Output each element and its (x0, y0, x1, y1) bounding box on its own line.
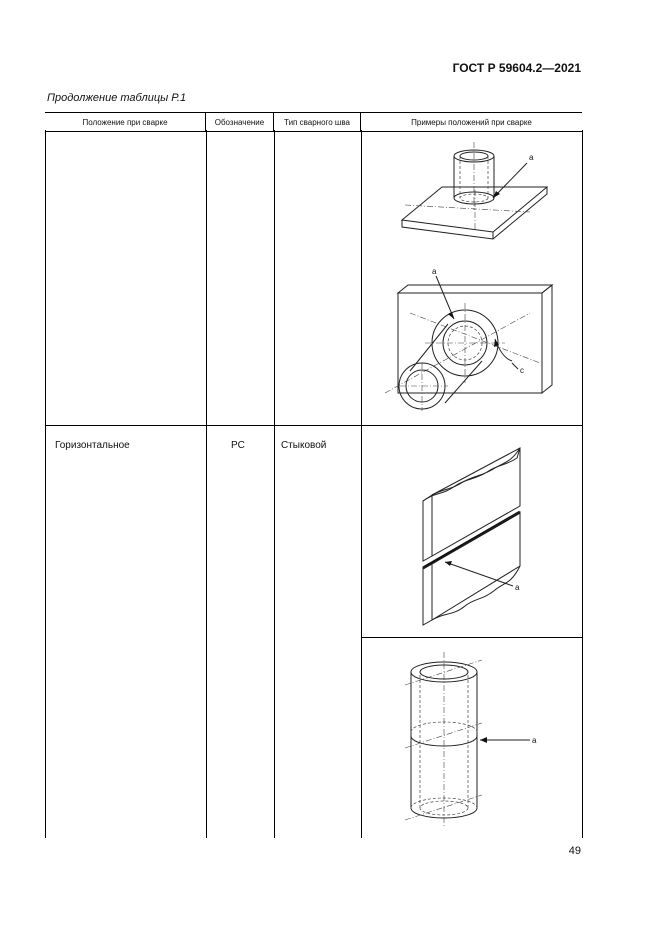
column-header-examples: Примеры положений при сварке (411, 117, 532, 127)
document-header: ГОСТ Р 59604.2—2021 (452, 61, 581, 75)
upper-plate-edge (423, 495, 432, 561)
plate-edges (402, 187, 547, 239)
block-side-face (542, 285, 552, 393)
label-a-1: a (529, 153, 534, 162)
sub-row-divider (361, 637, 583, 638)
butt-joint-plates-figure (405, 440, 540, 630)
vertical-pipe-figure (400, 650, 550, 832)
cell-position: Горизонтальное (55, 440, 130, 451)
cell-weld-type: Стыковой (281, 440, 327, 451)
label-a-4: a (532, 736, 537, 745)
column-header-designation: Обозначение (206, 113, 274, 131)
table-caption: Продолжение таблицы Р.1 (47, 92, 187, 104)
lower-plate-face (432, 512, 520, 620)
lower-plate-edge (423, 564, 432, 625)
pipe-in-wall-figure (390, 263, 565, 413)
label-a-3: a (515, 583, 520, 592)
table-border-left (45, 130, 46, 838)
column-header-position: Положение при сварке (45, 113, 206, 131)
column-header-weld-type: Тип сварного шва (274, 113, 361, 131)
column-divider-3 (361, 130, 362, 838)
page-number: 49 (568, 845, 581, 857)
table-header (45, 112, 582, 132)
block-top-face (398, 285, 552, 293)
row-divider (45, 425, 583, 426)
label-a-2: a (432, 267, 437, 276)
table-border-right (582, 130, 583, 838)
cell-designation: PC (231, 440, 245, 451)
label-c: c (520, 366, 524, 375)
column-divider-1 (206, 130, 207, 838)
upper-plate-face (432, 448, 520, 556)
arrow-a-3 (445, 562, 513, 586)
column-divider-2 (274, 130, 275, 838)
pipe-on-plate-figure (390, 140, 560, 250)
